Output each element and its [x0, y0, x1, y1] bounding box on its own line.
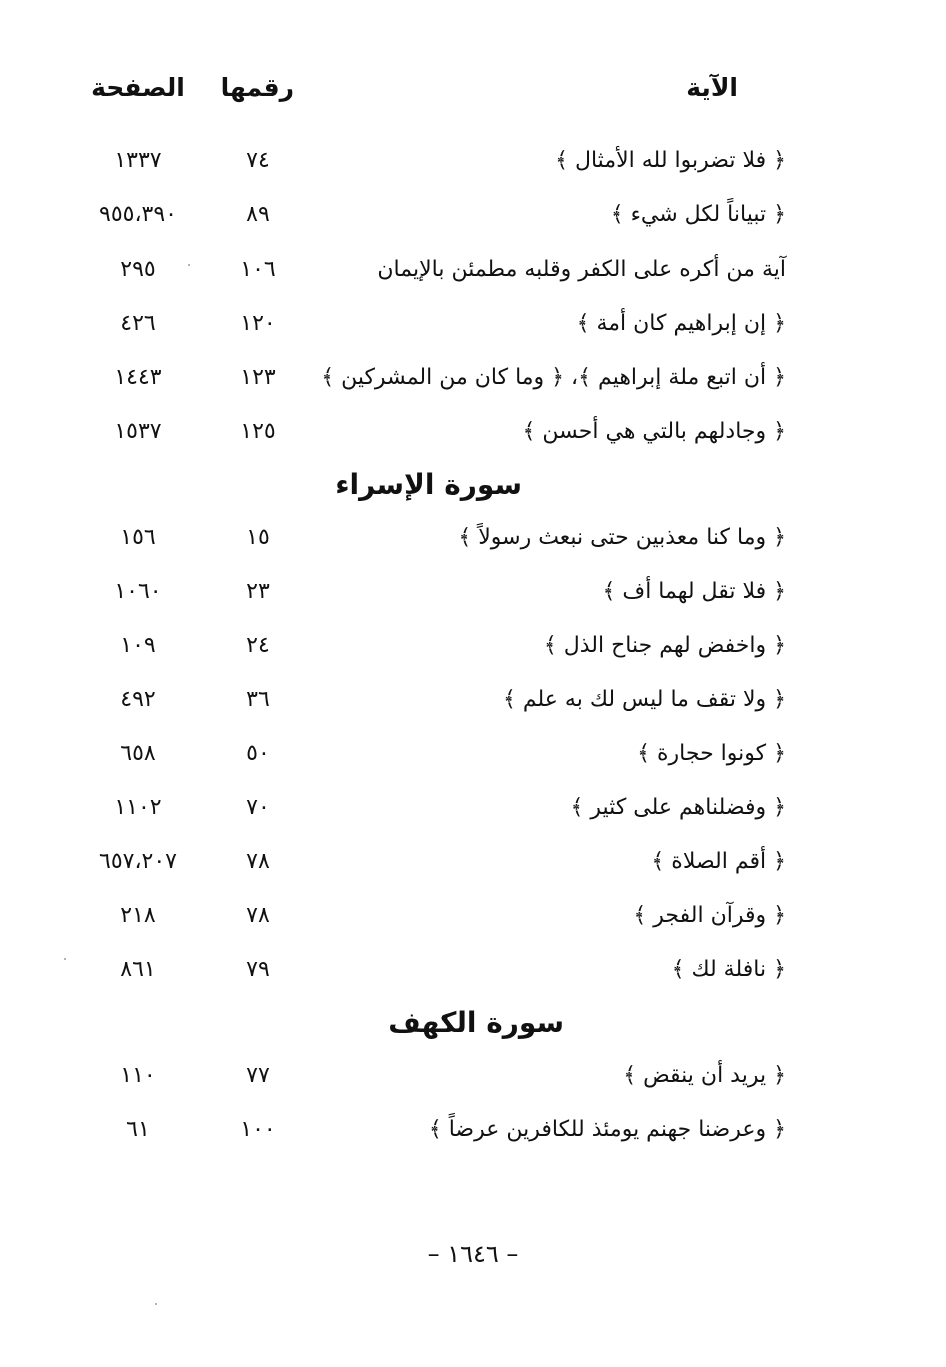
verse-number: ٧٨	[246, 903, 270, 928]
page-reference: ٦٥٨	[120, 741, 156, 766]
index-row	[0, 732, 946, 776]
verse-text: ﴿ يريد أن ينقض ﴾	[623, 1063, 786, 1088]
verse-number: ١٢٠	[240, 311, 276, 336]
page-reference: ١٠٩	[120, 633, 156, 658]
page-reference: ٨٦١	[120, 957, 156, 982]
verse-text: ﴿ وعرضنا جهنم يومئذ للكافرين عرضاً ﴾	[428, 1117, 786, 1142]
page-reference: ١٥٦	[120, 525, 156, 550]
page-reference: ٩٥٥،٣٩٠	[99, 202, 177, 227]
index-row	[0, 570, 946, 614]
verse-number: ١٠٦	[240, 257, 276, 282]
index-row	[0, 678, 946, 722]
index-row	[0, 410, 946, 454]
index-row	[0, 840, 946, 884]
verse-text: ﴿ واخفض لهم جناح الذل ﴾	[543, 633, 786, 658]
index-row	[0, 248, 946, 292]
verse-text: ﴿ فلا تقل لهما أف ﴾	[602, 579, 786, 604]
index-row	[0, 302, 946, 346]
index-row	[0, 1108, 946, 1152]
verse-number: ١٠٠	[240, 1117, 276, 1142]
page-number: – ١٦٤٦ –	[427, 1240, 519, 1268]
verse-text: ﴿ كونوا حجارة ﴾	[637, 741, 786, 766]
page-reference: ٢١٨	[120, 903, 156, 928]
index-row	[0, 624, 946, 668]
page-reference: ١١٠٢	[114, 795, 162, 820]
page-reference: ٦١	[126, 1117, 150, 1142]
page-reference: ١٣٣٧	[114, 148, 162, 173]
column-headers	[0, 66, 946, 110]
verse-text: ﴿ وما كنا معذبين حتى نبعث رسولاً ﴾	[458, 525, 786, 550]
verse-text: ﴿ أن اتبع ملة إبراهيم ﴾، ﴿ وما كان من المشركين ﴾	[321, 365, 786, 390]
page-reference: ١٥٣٧	[114, 419, 162, 444]
index-row	[0, 786, 946, 830]
page-reference: ١٤٤٣	[114, 365, 162, 390]
verse-text: ﴿ فلا تضربوا لله الأمثال ﴾	[555, 148, 786, 173]
verse-number: ٧٨	[246, 849, 270, 874]
surah-title: سورة الإسراء	[335, 468, 522, 501]
page-reference: ١١٠	[120, 1063, 156, 1088]
verse-number: ٧٧	[246, 1063, 270, 1088]
index-row	[0, 948, 946, 992]
verse-text: آية من أكره على الكفر وقلبه مطمئن بالإيمان	[377, 257, 786, 282]
header-verse: الآية	[686, 73, 738, 102]
verse-text: ﴿ وقرآن الفجر ﴾	[633, 903, 786, 928]
verse-text: ﴿ إن إبراهيم كان أمة ﴾	[576, 311, 786, 336]
verse-text: ﴿ ولا تقف ما ليس لك به علم ﴾	[502, 687, 786, 712]
verse-text: ﴿ تبياناً لكل شيء ﴾	[610, 202, 786, 227]
index-row	[0, 516, 946, 560]
verse-number: ١٢٣	[240, 365, 276, 390]
verse-number: ٢٤	[246, 633, 270, 658]
index-row	[0, 894, 946, 938]
verse-number: ٣٦	[246, 687, 270, 712]
index-row	[0, 356, 946, 400]
verse-number: ٥٠	[246, 741, 270, 766]
verse-number: ٢٣	[246, 579, 270, 604]
verse-text: ﴿ وجادلهم بالتي هي أحسن ﴾	[522, 419, 786, 444]
verse-text: ﴿ وفضلناهم على كثير ﴾	[570, 795, 786, 820]
scan-speck	[155, 1303, 157, 1305]
verse-text: ﴿ أقم الصلاة ﴾	[651, 849, 786, 874]
index-row	[0, 139, 946, 183]
verse-number: ١٢٥	[240, 419, 276, 444]
header-number: رقمها	[220, 73, 294, 102]
verse-number: ٨٩	[246, 202, 270, 227]
page-reference: ١٠٦٠	[114, 579, 162, 604]
page-reference: ٢٩٥	[120, 257, 156, 282]
verse-number: ٧٤	[246, 148, 270, 173]
verse-text: ﴿ نافلة لك ﴾	[671, 957, 786, 982]
verse-number: ٧٩	[246, 957, 270, 982]
scan-speck	[188, 264, 190, 266]
page-reference: ٤٢٦	[120, 311, 156, 336]
surah-title: سورة الكهف	[388, 1006, 564, 1039]
verse-number: ١٥	[246, 525, 270, 550]
page-reference: ٤٩٢	[120, 687, 156, 712]
index-row	[0, 1054, 946, 1098]
header-page: الصفحة	[91, 73, 185, 102]
scan-speck	[64, 958, 66, 960]
index-row	[0, 193, 946, 237]
verse-number: ٧٠	[246, 795, 270, 820]
page-reference: ٦٥٧،٢٠٧	[99, 849, 177, 874]
